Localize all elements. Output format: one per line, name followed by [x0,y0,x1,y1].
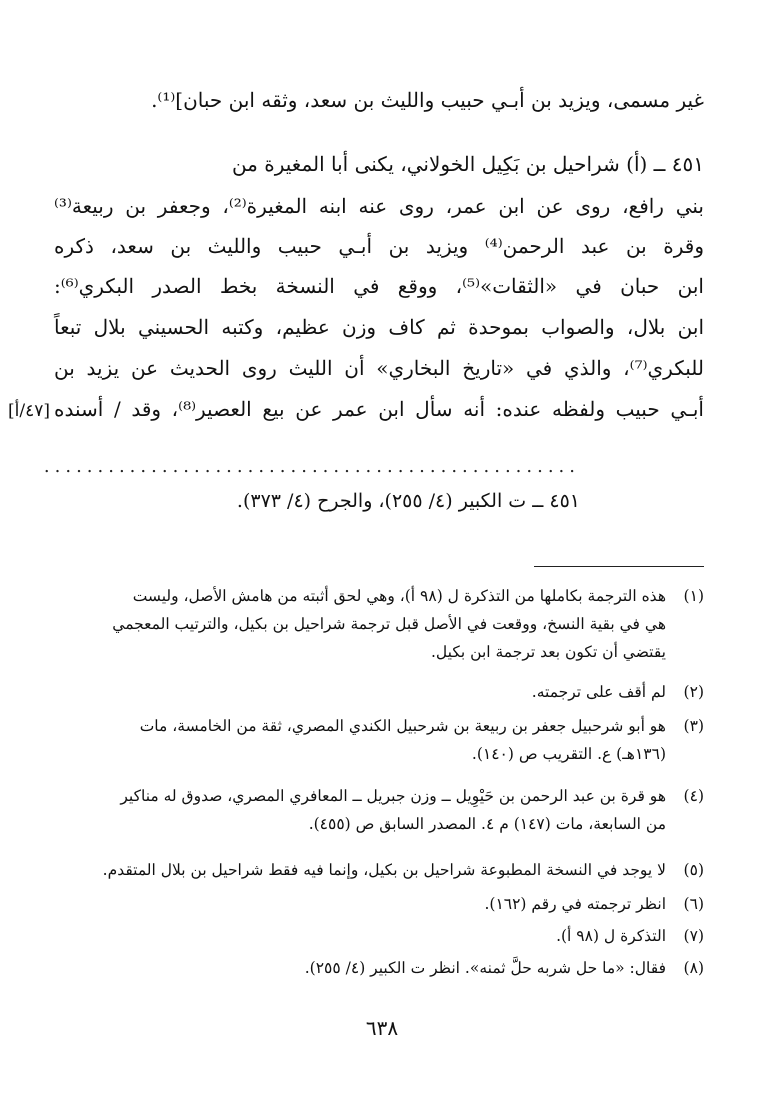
footnote-number: (٤) [683,787,704,805]
footnote-5 [56,856,704,884]
source-reference: ٤٥١ ــ ت الكبير (٤/ ٢٥٥)، والجرح (٤/ ٣٧٣). [236,490,580,512]
footnote-line: هو أبو شرحبيل جعفر بن ربيعة بن شرحبيل الكندي المصري، ثقة من الخامسة، مات [139,717,666,735]
footnote-text [56,922,666,950]
footnote-number: (٧) [683,927,704,945]
footnote-line: من السابعة، مات (١٤٧) م ٤. المصدر السابق ص (٤٥٥). [308,815,666,833]
footnote-number: (٨) [683,959,704,977]
footnote-line: انظر ترجمته في رقم (١٦٢). [484,895,666,913]
separator-dots: .................................................. [43,456,580,477]
page-number: ٦٣٨ [365,1016,399,1040]
footnote-2 [56,678,704,706]
footnote-3 [56,712,704,768]
main-text-line: بني رافع، روى عن ابن عمر، روى عنه ابنه المغيرة⁽²⁾، وجعفر بن ربيعة⁽³⁾ [54,194,704,218]
main-text-line: للبكري⁽⁷⁾، والذي في «تاريخ البخاري» أن الليث روى الحديث عن يزيد بن [54,356,704,380]
footnote-number: (٦) [683,895,704,913]
footnote-line: لم أقف على ترجمته. [531,683,666,701]
footnote-line: فقال: «ما حل شربه حلَّ ثمنه». انظر ت الكبير (٤/ ٢٥٥). [304,959,666,977]
footnote-line: هو قرة بن عبد الرحمن بن حَيْوِيل ــ وزن جبريل ــ المعافري المصري، صدوق له مناكير [120,787,666,805]
entry-heading-line: ٤٥١ ــ (أ) شراحيل بن بَكِيل الخولاني، يكنى أبا المغيرة من [231,152,704,176]
footnote-line: هي في بقية النسخ، ووقعت في الأصل قبل ترجمة شراحيل بن بكيل، والترتيب المعجمي [112,615,666,633]
footnote-text [56,890,666,918]
main-text-line: ابن بلال، والصواب بموحدة ثم كاف وزن عظيم، وكتبه الحسيني بلال تبعاً [54,315,704,339]
footnote-line: التذكرة ل (٩٨ أ). [556,927,666,945]
footnote-text [56,678,666,706]
footnote-text [56,954,666,982]
footnote-number: (٣) [683,717,704,735]
footnote-divider [534,566,704,567]
footnote-line: هذه الترجمة بكاملها من التذكرة ل (٩٨ أ)، وهي لحق أثبته من هامش الأصل، وليست [132,587,666,605]
footnote-number: (٢) [683,683,704,701]
footnote-6 [56,890,704,918]
footnote-text [56,712,666,768]
main-text-line: أبـي حبيب ولفظه عنده: أنه سأل ابن عمر عن بيع العصير⁽⁸⁾، وقد / أسنده [54,397,704,421]
footnote-text [56,856,666,884]
footnote-1 [56,582,704,666]
manuscript-folio-reference: [٤٧/أ] [8,401,50,421]
footnote-4 [56,782,704,838]
main-text-line: ابن حبان في «الثقات»⁽⁵⁾، ووقع في النسخة بخط الصدر البكري⁽⁶⁾: [54,274,704,298]
footnote-8 [56,954,704,982]
footnote-line: (١٣٦هـ) ع. التقريب ص (١٤٠). [471,745,666,763]
main-text-line: غير مسمى، ويزيد بن أبـي حبيب والليث بن سعد، وثقه ابن حبان]⁽¹⁾. [151,88,704,112]
footnote-number: (١) [683,587,704,605]
footnote-text [56,582,666,666]
footnote-text [56,782,666,838]
footnote-7 [56,922,704,950]
footnote-number: (٥) [683,861,704,879]
footnote-line: يقتضي أن تكون بعد ترجمة ابن بكيل. [431,643,666,661]
main-text-line: وقرة بن عبد الرحمن⁽⁴⁾ ويزيد بن أبـي حبيب والليث بن سعد، ذكره [54,234,705,258]
footnote-line: لا يوجد في النسخة المطبوعة شراحيل بن بكيل، وإنما فيه فقط شراحيل بن بلال المتقدم. [102,861,666,879]
